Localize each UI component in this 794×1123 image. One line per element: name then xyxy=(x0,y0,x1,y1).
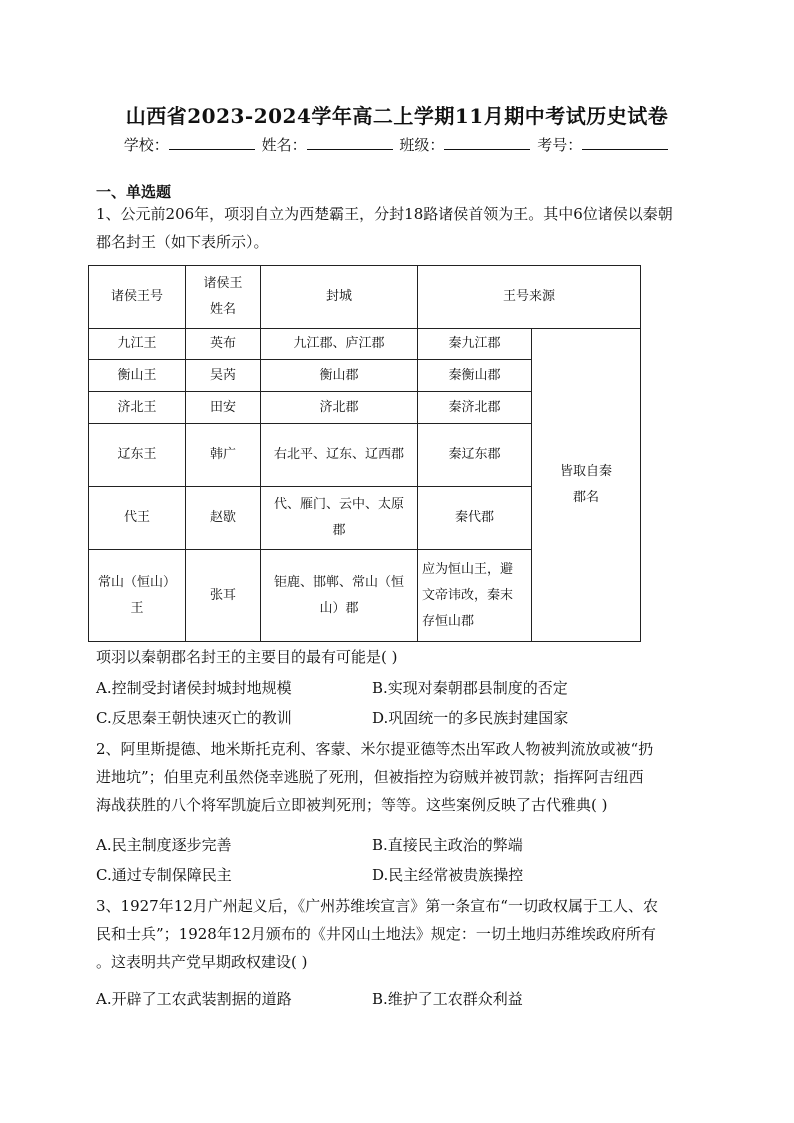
class-label: 班级： xyxy=(399,136,445,154)
table-header: 诸侯王号 xyxy=(89,266,186,329)
number-label: 考号： xyxy=(537,136,583,154)
q3-line: 。这表明共产党早期政权建设( ) xyxy=(96,953,308,971)
table-cell: 赵歇 xyxy=(186,487,261,550)
table-cell: 秦九江郡 xyxy=(418,329,532,360)
table-cell-text: 常山（恒山）王 xyxy=(97,574,176,616)
table-cell: 九江王 xyxy=(89,329,186,360)
table-cell: 衡山郡 xyxy=(261,360,418,392)
q2-line: 2、阿里斯提德、地米斯托克利、客蒙、米尔提亚德等杰出军政人物被判流放或被“扔 xyxy=(96,740,654,758)
q1-question-text: 项羽以秦朝郡名封王的主要目的最有可能是( ) xyxy=(96,648,398,666)
q3-option-b[interactable]: B.维护了工农群众利益 xyxy=(372,990,523,1008)
table-cell: 秦衡山郡 xyxy=(418,360,532,392)
q1-stem xyxy=(96,200,696,256)
table-cell-text: 应为恒山王，避文帝讳改，秦末存恒山郡 xyxy=(422,561,514,629)
table-cell: 秦济北郡 xyxy=(418,392,532,424)
table-cell: 田安 xyxy=(186,392,261,424)
number-blank[interactable] xyxy=(582,135,668,150)
table-cell xyxy=(261,424,418,487)
q3-line: 3、1927年12月广州起义后，《广州苏维埃宣言》第一条宣布“一切政权属于工人、农 xyxy=(96,897,658,915)
table-cell: 衡山王 xyxy=(89,360,186,392)
table-header xyxy=(186,266,261,329)
name-blank[interactable] xyxy=(307,135,393,150)
table-cell: 张耳 xyxy=(186,550,261,642)
table-cell xyxy=(261,550,418,642)
table-header: 王号来源 xyxy=(418,266,641,329)
q2-stem xyxy=(96,735,696,819)
table-cell: 吴芮 xyxy=(186,360,261,392)
table-cell: 九江郡、庐江郡 xyxy=(261,329,418,360)
table-cell xyxy=(89,550,186,642)
class-blank[interactable] xyxy=(444,135,530,150)
table-cell: 辽东王 xyxy=(89,424,186,487)
q2-option-d[interactable]: D.民主经常被贵族操控 xyxy=(372,866,524,884)
table-cell: 秦代郡 xyxy=(418,487,532,550)
q1-question xyxy=(96,643,696,671)
q2-line: 海战获胜的八个将军凯旋后立即被判死刑；等等。这些案例反映了古代雅典( ) xyxy=(96,796,608,814)
table-cell-text: 右北平、辽东、辽西郡 xyxy=(273,447,404,462)
table-header-text: 诸侯王姓名 xyxy=(203,276,243,317)
q1-line: 1、公元前206年，项羽自立为西楚霸王，分封18路诸侯首领为王。其中6位诸侯以秦朝 xyxy=(96,205,673,223)
table-cell: 英布 xyxy=(186,329,261,360)
student-info-line xyxy=(0,134,794,155)
q1-line: 郡名封王（如下表所示）。 xyxy=(96,233,269,251)
q1-option-c[interactable]: C.反思秦王朝快速灭亡的教训 xyxy=(96,709,292,727)
q1-option-a[interactable]: A.控制受封诸侯封城封地规模 xyxy=(96,679,292,697)
q3-line: 民和士兵”；1928年12月颁布的《井冈山土地法》规定：一切土地归苏维埃政府所有 xyxy=(96,925,656,943)
table-cell-text: 钜鹿、邯郸、常山（恒山）郡 xyxy=(273,574,404,616)
table-cell xyxy=(261,487,418,550)
q3-stem xyxy=(96,892,696,976)
table-cell: 韩广 xyxy=(186,424,261,487)
exam-title: 山西省2023-2024学年高二上学期11月期中考试历史试卷 xyxy=(125,104,669,128)
table-cell: 秦辽东郡 xyxy=(418,424,532,487)
table-cell: 代王 xyxy=(89,487,186,550)
name-label: 姓名： xyxy=(261,136,307,154)
merged-note: 皆取自秦郡名 xyxy=(559,464,612,505)
table-cell: 济北王 xyxy=(89,392,186,424)
school-label: 学校： xyxy=(123,136,169,154)
feudal-kings-table xyxy=(88,265,641,642)
q2-option-c[interactable]: C.通过专制保障民主 xyxy=(96,866,232,884)
school-blank[interactable] xyxy=(169,135,255,150)
q2-option-b[interactable]: B.直接民主政治的弊端 xyxy=(372,836,523,854)
q3-option-a[interactable]: A.开辟了工农武装割据的道路 xyxy=(96,990,292,1008)
q2-line: 进地坑”；伯里克利虽然侥幸逃脱了死刑，但被指控为窃贼并被罚款；指挥阿吉纽西 xyxy=(96,768,644,786)
table-cell-text: 代、雁门、云中、太原郡 xyxy=(273,497,404,538)
q1-option-b[interactable]: B.实现对秦朝郡县制度的否定 xyxy=(372,679,568,697)
section-heading: 一、单选题 xyxy=(96,183,172,201)
q1-option-d[interactable]: D.巩固统一的多民族封建国家 xyxy=(372,709,569,727)
table-cell xyxy=(418,550,532,642)
table-merged-cell xyxy=(532,329,641,642)
table-header: 封城 xyxy=(261,266,418,329)
q2-option-a[interactable]: A.民主制度逐步完善 xyxy=(96,836,232,854)
table-cell: 济北郡 xyxy=(261,392,418,424)
